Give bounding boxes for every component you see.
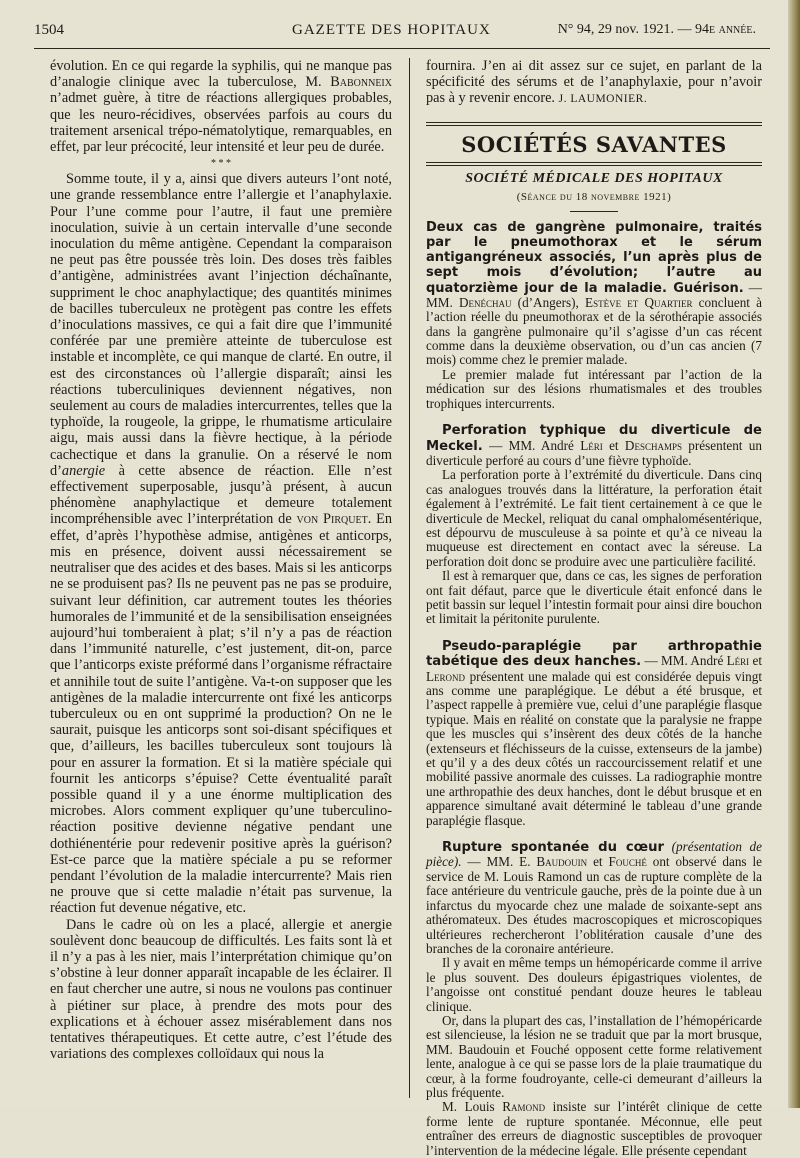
paragraph: Dans le cadre où on les a placé, allergie et anergie soulèvent donc beaucoup de difficultés. Les faits sont là et il n’y a pas à les nier, mais l’interprétation chimique qu’on s’obstine à leur donner apparaît incapable de les éclairer. Il en faut chercher une autre, si nous ne voulons pas continuer à piétiner sur place, à prendre des mots pour des explications et à échouer assez misérablement dans nos tentatives thérapeutiques. Et cette autre, c’est l’étude des variations des complexes colloïdaux qui nous la [50, 916, 392, 1063]
journal-title: GAZETTE DES HOPITAUX [292, 22, 491, 38]
text: — MM. André [641, 653, 727, 669]
author-name: Babonneix [330, 74, 392, 91]
paragraph [50, 171, 392, 916]
paragraph: Le premier malade fut intéressant par l’action de la médication sur des lésions rhumatismales et des troubles trophiques intercurrents. [426, 366, 762, 411]
text: — MM. André [482, 437, 581, 453]
author-name: Léri [580, 437, 603, 453]
section-stars: * * * [211, 158, 231, 170]
header-rule [34, 48, 770, 49]
article-title: Pseudo-paraplégie par arthropathie tabétique des deux hanches. [426, 638, 762, 670]
text: présentent une malade qui est considérée depuis vingt ans comme une paraplégique. Le début a été brusque, et l’aspect rappelle à première vue, celui d’une paraplégie flasque typique. Mais en réalité on constate que la paralysie ne frappe que les muscles qui s’insèrent des deux côtés de la hanche (extenseurs et fléchisseurs de la cuisse, extenseurs de la jambe) et qu’il y a des deux côtés un raccourcissement relatif et une mobilité passive anormale des cuisses. La radiographie montre une arthropathie des deux hanches, dont le début brusque et en apparence simultané avait déterminé le tableau d’une grande paraplégie flasque. [426, 668, 762, 828]
right-column [426, 58, 762, 1158]
text: ont observé dans le service de M. Louis Ramond un cas de rupture complète de la face antérieure du ventricule gauche, près de la pointe due à un infarctus du myocarde chez une malade de soixante-sept ans athéromateux. Des études macroscopiques et microscopiques ultérieures rechercheront l’oblitération causale d’une des branches de la coronaire antérieure. [426, 854, 762, 956]
text: présentent un diverticule perforé au cours d’une fièvre typhoïde. [426, 437, 762, 468]
author-name: von Pirquet [296, 511, 368, 528]
italic-term: anergie [61, 462, 106, 479]
text: M. Louis [442, 1099, 503, 1115]
article-meckel [426, 423, 762, 468]
text: et [749, 653, 762, 669]
page-number: 1504 [34, 22, 64, 38]
signature: J. LAUMONIER. [558, 93, 648, 106]
article-pseudo-paraplegie [426, 639, 762, 828]
author-name: Baudouin [536, 854, 588, 870]
article-title: Deux cas de gangrène pulmonaire, traités par le pneumothorax et le sérum antigangréneux associés, l’un après plus de sept mois d’évolution; l’autre au quatorzième jour de la maladie. Guérison. [426, 219, 762, 296]
text: (d’Angers), [511, 294, 586, 310]
article-title: Perforation typhique du diverticule de Meckel. [426, 423, 762, 454]
paragraph [426, 58, 762, 108]
short-rule [570, 211, 618, 212]
author-name: Léri [726, 653, 750, 669]
text: et [587, 854, 609, 870]
paragraph: Il y avait en même temps un hémopéricarde comme il arrive le plus souvent. Des douleurs épigastriques violentes, de l’angoisse ont constitué pendant douze heures le tableau clinique. [426, 955, 762, 1014]
author-name: Denéchau [458, 294, 512, 310]
issue-info [558, 22, 756, 38]
column-divider [409, 58, 410, 1098]
text: concluent à l’action réelle du pneumothorax et de la sérothérapie associés dans la gangrène pulmonaire qu’il s’agisse d’un cas récent comme dans la deuxième observation, ou d’un cas ancien (7 mois) comme chez le premier malade. [426, 294, 763, 368]
paragraph [50, 58, 392, 155]
text: . En effet, d’après l’hypothèse admise, antigènes et anticorps, mis en présence, doivent aussi nécessairement se neutraliser que des acides et des bases. Mais si les anticorps ne se produisent pas? Ils ne peuvent pas ne pas se produire, suivant leur définition, car autrement toutes les théories humorales de l’immunité et de la sensibilisation enseignées aujourd’hui tomberaient à plat; s’il n’y a pas de réaction dans l’immunité naturelle, c’est justement, dit-on, parce que l’anticorps existe préformé dans l’organisme réfractaire et annihile tout de suite l’antigène. Va-t-on supposer que les antigènes de la maladie intercurrente ont fixé les anticorps tuberculeux ou en ont supprimé la production? On ne le saurait, puisque les anticorps sont soi-disant spécifiques et que, d’ailleurs, les bacilles tuberculeux sont toujours là pour en assurer la formation. Et si la matière spéciale qui fournit les anticorps s’épuise? Cette éventualité paraît possible quand il y a une énorme multiplication des microbes. Alors comment expliquer qu’une tuberculino-réaction positive devienne négative pendant une dothiénentérie pour redevenir positive après la guérison? Est-ce parce que la matière spéciale a pu se reformer pendant l’évolution de la maladie intercurrente? Mais rien ne prouve que si cette maladie n’était pas survenue, la réaction fut devenue négative, etc. [50, 511, 393, 917]
section-title: SOCIÉTÉS SAVANTES [461, 131, 727, 157]
author-name: Ramond [502, 1099, 546, 1115]
page-edge [788, 0, 800, 1108]
author-name: Estève et Quartier [585, 294, 693, 310]
double-rule [426, 162, 762, 166]
author-name: Fouché [608, 854, 647, 870]
issue-date: N° 94, 29 nov. 1921. — 94 [557, 22, 709, 37]
paragraph: Or, dans la plupart des cas, l’installation de l’hémopéricarde est silencieuse, la lésion ne se traduit que par la mort brusque, MM. Baudouin et Fouché opposent cette forme relativement lente, analogue à ce qui se passe lors de la plaie traumatique du cœur, à la forme foudroyante, celle-ci demeurant d’ailleurs la plus fréquente. [426, 1012, 762, 1100]
article-rupture-coeur [426, 840, 762, 956]
text: à cette absence de réaction. Elle n’est effectivement superposable, jusqu’à présent, à aucun phénomène anaphylactique et demeure totalement incompréhensible avec l’interprétation de [50, 462, 392, 528]
paragraph [426, 1100, 762, 1158]
text: — MM. [426, 279, 762, 310]
article-title: Rupture spontanée du cœur [442, 840, 664, 856]
left-column [50, 58, 392, 1062]
text: Somme toute, il y a, ainsi que divers auteurs l’ont noté, une grande ressemblance entre l’allergie et l’anaphylaxie. Pour l’une comme pour l’autre, il faut une première inoculation, suivie à un certain intervalle d’une seconde inoculation du même antigène. Cependant la comparaison ne peut pas être poussée très loin. Des doses très faibles d’antigène, administrées avant l’injection déchaînante, suppriment le choc anaphylactique; des quantités minimes de bacilles tuberculeux ne protègent pas contre les effets d’inoculations massives, ce qui a fait dire que l’immunité conférée par une première atteinte de tuberculose est instable et incomplète, ce qui manque de clarté. En outre, il est des circonstances où l’allergie disparaît; ainsi les réactions tuberculiniques deviennent négatives, non seulement au cours de maladies intercurrentes, telles que la typhoïde, la rougeole, la grippe, le rhumatisme articulaire aigu, mais aussi dans la fièvre hectique, à la période cachectique et dans la granulie. On a réservé le nom d’ [50, 171, 392, 479]
text: et [602, 437, 625, 453]
article-subtitle: (présentation de pièce). [426, 839, 762, 870]
author-name: Deschamps [624, 437, 682, 453]
article-gangrene [426, 220, 762, 368]
double-rule [426, 122, 762, 126]
text: — MM. E. [461, 854, 537, 870]
paragraph: La perforation porte à l’extrémité du diverticule. Dans cinq cas analogues trouvés dans la littérature, la perforation était également à l’extrémité. Le fait tient certainement à ce que le diverticule de Meckel, reliquat du canal omphalomésentérique, est dépourvu de musculeuse à sa pointe et qu’à ce niveau la muqueuse est directement en contact avec la séreuse. La perforation doit donc se produire avec une particulière facilité. [426, 467, 762, 569]
text: fournira. J’en ai dit assez sur ce sujet, en parlant de la spécificité des sérums et de l’anaphylaxie, pour n’avoir pas à y revenir encore. [426, 58, 762, 107]
issue-year-suffix: e année. [709, 22, 756, 37]
paragraph: Il est à remarquer que, dans ce cas, les signes de perforation ont fait défaut, parce que le diverticule était enfoncé dans le petit bassin sur lequel l’intestin formait pour ainsi dire bouchon et limitait la péritonite purulente. [426, 568, 762, 627]
running-header [34, 22, 774, 46]
text: évolution. En ce qui regarde la syphilis, qui ne manque pas d’analogie clinique avec la tuberculose, M. [50, 58, 392, 91]
text: n’admet guère, à titre de réactions allergiques probables, que les neuro-récidives, observées parfois au cours du traitement arsenical trépo-nématolytique, remarquables, en effet, par leur précocité, leur intensité et leur peu de durée. [50, 90, 392, 156]
author-name: Lerond [426, 668, 466, 684]
society-name: SOCIÉTÉ MÉDICALE DES HOPITAUX [465, 171, 723, 187]
session-date: (Séance du 18 novembre 1921) [516, 191, 672, 204]
text: insiste sur l’intérêt clinique de cette forme lente de rupture spontanée. Méconnue, elle peut entraîner des erreurs de diagnostic susceptibles de provoquer l’intervention de la médecine légale. Elle présente cependant [426, 1099, 763, 1158]
